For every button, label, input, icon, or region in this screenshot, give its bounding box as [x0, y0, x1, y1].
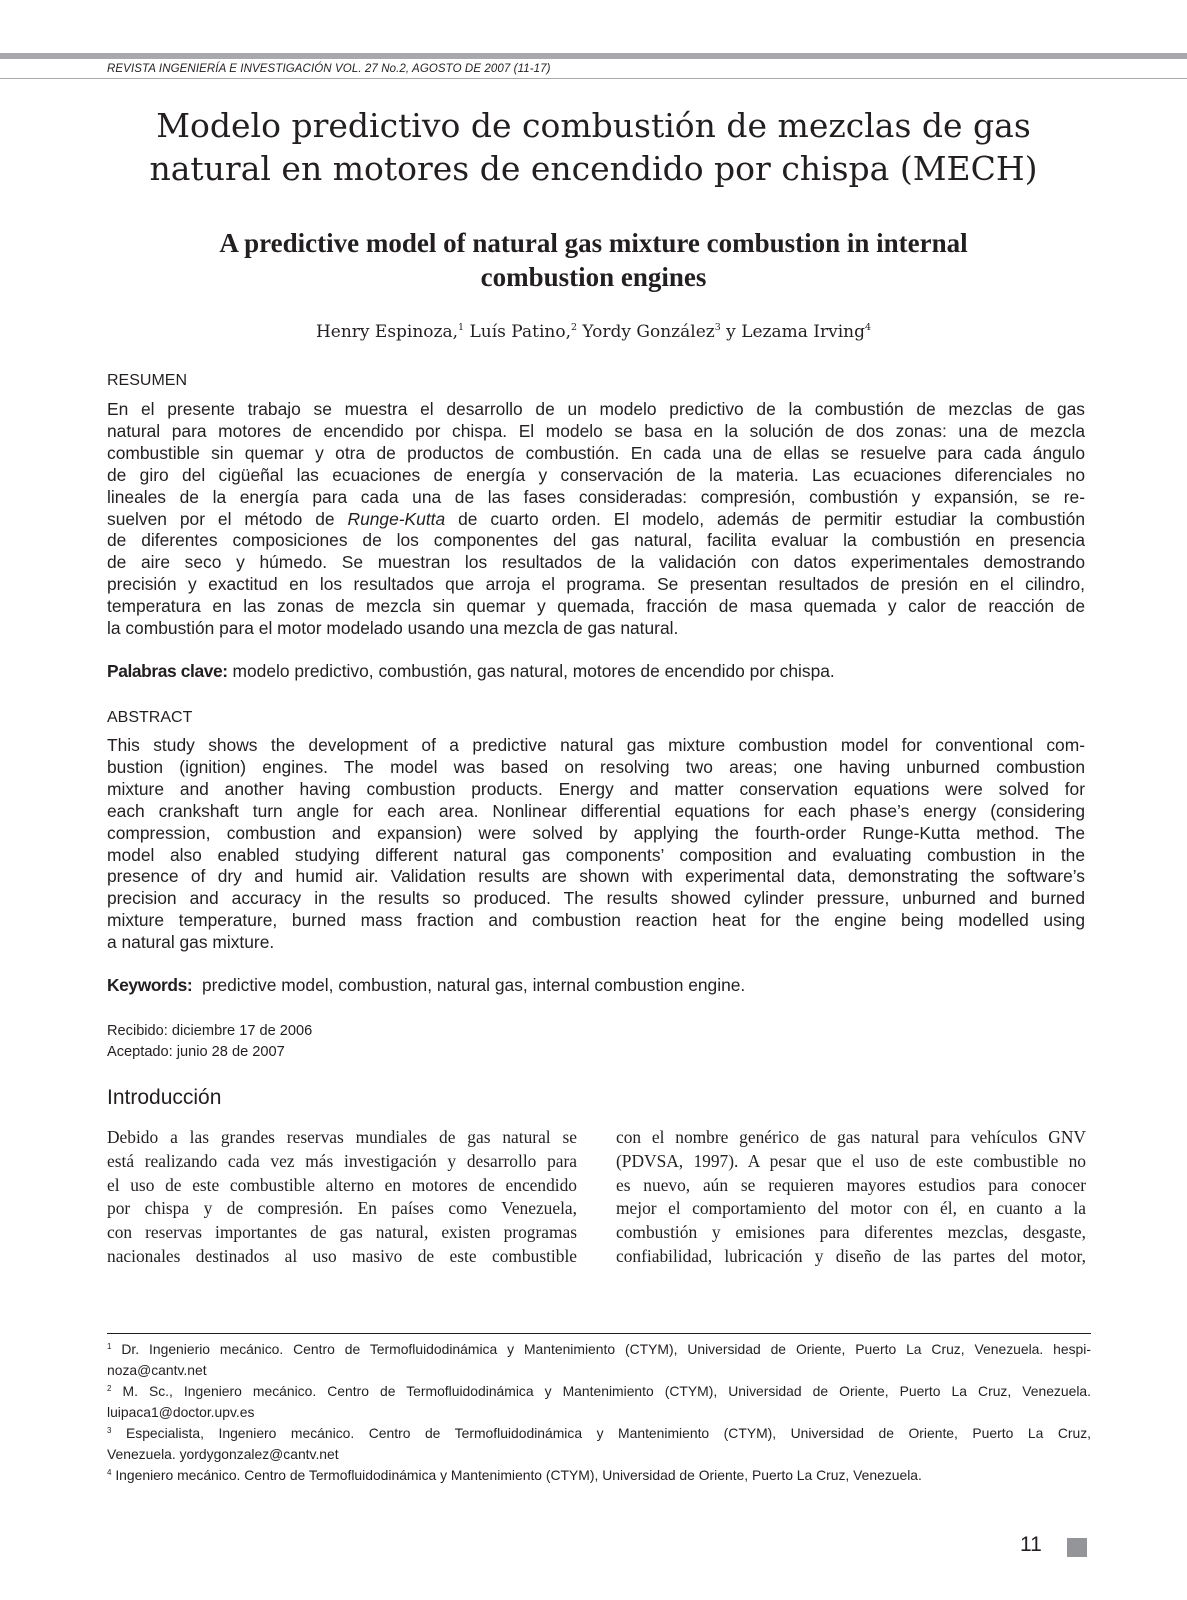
resumen-line: combustible sin quemar y otra de productos de combustión. En cada una de ellas se resuelve para cada ángulo	[107, 442, 1085, 463]
header-rule	[0, 78, 1187, 79]
footnote-text: M. Sc., Ingeniero mecánico. Centro de Termofluidodinámica y Mantenimiento (CTYM), Universidad de Oriente, Puerto La Cruz, Venezuela.	[122, 1383, 1092, 1399]
author-affiliation-mark: 2	[570, 322, 578, 333]
introduction-heading: Introducción	[107, 1086, 222, 1109]
abstract-line: a natural gas mixture.	[107, 932, 275, 953]
footnotes	[107, 1339, 1091, 1486]
palabras-clave	[107, 661, 835, 682]
resumen-line: temperatura en las zonas de mezcla sin quemar y quemada, fracción de masa quemada y calor de reacción de	[107, 596, 1085, 617]
abstract-line: compression, combustion and expansion) were solved by applying the fourth-order Runge-Kutta method. The	[107, 822, 1085, 843]
body-line: (PDVSA, 1997). A pesar que el uso de este combustible no	[616, 1150, 1086, 1171]
title-spanish-line: natural en motores de encendido por chispa (MECH)	[149, 149, 1038, 188]
author-name: Yordy González	[577, 322, 715, 342]
footnote-line	[107, 1339, 1091, 1360]
abstract-body	[107, 735, 1085, 954]
footnote-text: Ingeniero mecánico. Centro de Termofluidodinámica y Mantenimiento (CTYM), Universidad de Oriente, Puerto La Cruz, Venezuela.	[115, 1467, 922, 1483]
author-name: y Lezama Irving	[720, 322, 866, 342]
submission-dates	[107, 1021, 312, 1063]
body-line: con el nombre genérico de gas natural para vehículos GNV	[616, 1127, 1086, 1147]
footnote-line: noza@cantv.net	[107, 1362, 207, 1378]
abstract-line: This study shows the development of a predictive natural gas mixture combustion model for conventional com-	[107, 735, 1085, 755]
body-line: Debido a las grandes reservas mundiales de gas natural se	[107, 1127, 577, 1147]
body-line: está realizando cada vez más investigación y desarrollo para	[107, 1150, 577, 1171]
title-english-line: A predictive model of natural gas mixture combustion in internal	[219, 228, 968, 258]
resumen-line: En el presente trabajo se muestra el desarrollo de un modelo predictivo de la combustión de mezclas de gas	[107, 399, 1085, 419]
author-list	[90, 322, 1097, 342]
footnote-separator	[107, 1333, 1091, 1334]
author-affiliation-mark: 4	[865, 322, 872, 333]
author-name: Henry Espinoza,	[315, 322, 459, 342]
page-number: 11	[1020, 1533, 1042, 1556]
body-line: el uso de este combustible alterno en motores de encendido	[107, 1174, 577, 1195]
abstract-line: bustion (ignition) engines. The model was based on resolving two areas; one having unburned combustion	[107, 756, 1085, 777]
footnote-line	[107, 1465, 1091, 1486]
abstract-line: each crankshaft turn angle for each area. Nonlinear differential equations for each phase’s energy (considering	[107, 800, 1085, 821]
body-line: nacionales destinados al uso masivo de este combustible	[107, 1245, 577, 1266]
received-date: Recibido: diciembre 17 de 2006	[107, 1023, 313, 1039]
keywords-text: predictive model, combustion, natural gas, internal combustion engine.	[192, 975, 746, 995]
footnote-mark: 1	[107, 1342, 112, 1351]
resumen-line: de diferentes composiciones de los componentes del gas natural, facilita evaluar la combustión en presencia	[107, 530, 1085, 551]
body-line: es nuevo, aún se requieren mayores estudios para conocer	[616, 1174, 1086, 1195]
resumen-line: suelven por el método de Runge-Kutta de cuarto orden. El modelo, además de permitir estudiar la combustión	[107, 508, 1085, 529]
author-affiliation-mark: 3	[714, 322, 721, 333]
palabras-clave-text: modelo predictivo, combustión, gas natural, motores de encendido por chispa.	[227, 661, 835, 681]
footnote-mark: 2	[107, 1384, 112, 1393]
resumen-line: natural para motores de encendido por chispa. El modelo se basa en la solución de dos zonas: una de mezcla	[107, 420, 1085, 441]
footnote-line	[107, 1381, 1091, 1402]
body-line: con reservas importantes de gas natural, existen programas	[107, 1222, 577, 1243]
keywords	[107, 975, 745, 996]
title-spanish	[90, 104, 1097, 190]
resumen-line: precisión y exactitud en los resultados que arroja el programa. Se presentan resultados de presión en el cilindro,	[107, 574, 1085, 595]
resumen-line: la combustión para el motor modelado usando una mezcla de gas natural.	[107, 618, 679, 639]
abstract-line: mixture and another having combustion products. Energy and matter conservation equations were solved for	[107, 778, 1085, 799]
title-spanish-line: Modelo predictivo de combustión de mezclas de gas	[156, 106, 1031, 145]
author-name: Luís Patino,	[464, 322, 571, 342]
resumen-line: de giro del cigüeñal las ecuaciones de energía y conservación de la materia. Las ecuaciones diferenciales no	[107, 464, 1085, 485]
footnote-line	[107, 1423, 1091, 1444]
abstract-line: mixture temperature, burned mass fraction and combustion reaction heat for the engine being modelled using	[107, 910, 1085, 931]
introduction-column-right	[616, 1126, 1086, 1269]
title-english-line: combustion engines	[480, 262, 707, 292]
introduction-column-left	[107, 1126, 577, 1269]
footnote-text: Especialista, Ingeniero mecánico. Centro de Termofluidodinámica y Mantenimiento (CTYM), Universidad de Oriente, Puerto La Cruz,	[125, 1425, 1092, 1441]
footnote-mark: 4	[107, 1468, 112, 1477]
body-line: mejor el comportamiento del motor con él, en cuanto a la	[616, 1198, 1086, 1219]
palabras-clave-label: Palabras clave:	[107, 661, 228, 681]
keywords-label: Keywords:	[107, 975, 193, 995]
page-marker-square	[1067, 1538, 1087, 1557]
title-english	[90, 226, 1097, 294]
resumen-line: de aire seco y húmedo. Se muestran los resultados de la validación con datos experimentales demostrando	[107, 552, 1085, 573]
footnote-text: Dr. Ingenierio mecánico. Centro de Termofluidodinámica y Mantenimiento (CTYM), Universidad de Oriente, Puerto La Cruz, Venezuela. hespi-	[121, 1341, 1091, 1357]
journal-header: REVISTA INGENIERÍA E INVESTIGACIÓN VOL. 27 No.2, AGOSTO DE 2007 (11-17)	[107, 63, 551, 75]
body-line: combustión y emisiones para diferentes mezclas, desgaste,	[616, 1222, 1086, 1243]
abstract-line: precision and accuracy in the results so produced. The results showed cylinder pressure, unburned and burned	[107, 888, 1085, 909]
body-line: confiabilidad, lubricación y diseño de las partes del motor,	[616, 1245, 1086, 1266]
footnote-mark: 3	[107, 1426, 112, 1435]
resumen-line: lineales de la energía para cada una de las fases consideradas: compresión, combustión y expansión, se re-	[107, 486, 1085, 507]
abstract-heading: ABSTRACT	[107, 709, 193, 726]
footnote-line: luipaca1@doctor.upv.es	[107, 1404, 255, 1420]
footnote-line: Venezuela. yordygonzalez@cantv.net	[107, 1446, 339, 1462]
abstract-line: model also enabled studying different natural gas components’ composition and evaluating combustion in the	[107, 844, 1085, 865]
body-line: por chispa y de compresión. En países como Venezuela,	[107, 1198, 577, 1219]
accepted-date: Aceptado: junio 28 de 2007	[107, 1044, 285, 1060]
resumen-heading: RESUMEN	[107, 372, 188, 389]
abstract-line: presence of dry and humid air. Validation results are shown with experimental data, demonstrating the software’s	[107, 866, 1085, 887]
resumen-body	[107, 399, 1085, 640]
author-affiliation-mark: 1	[458, 322, 465, 333]
header-bar	[0, 53, 1187, 59]
